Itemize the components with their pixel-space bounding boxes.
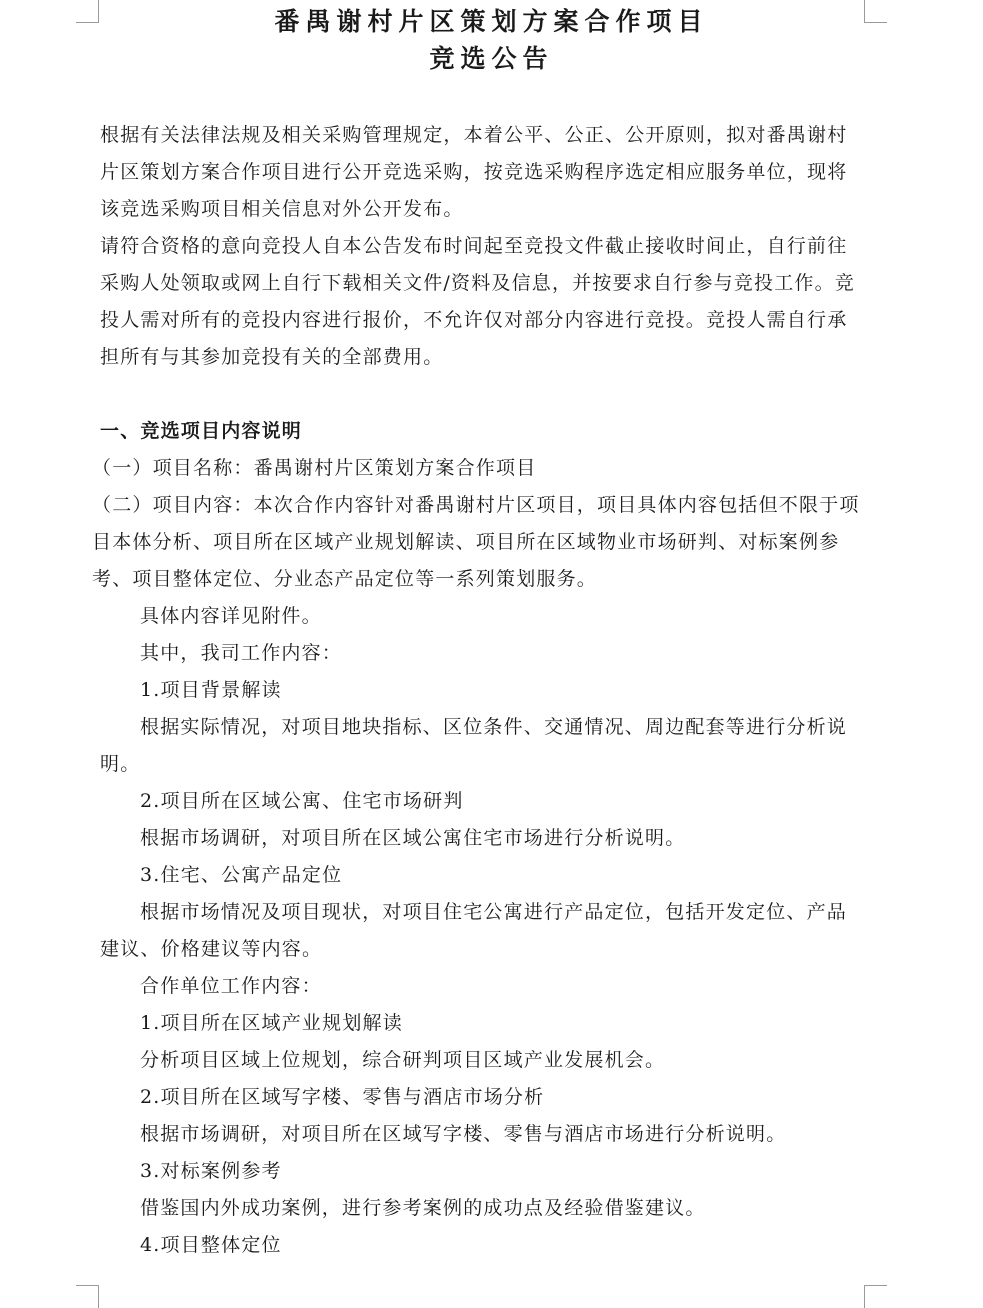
partner-work-label: 合作单位工作内容： <box>140 975 322 997</box>
intro-paragraph-2: 请符合资格的意向竞投人自本公告发布时间起至竞投文件截止接收时间止，自行前往采购人处领取或网上自行下载相关文件/资料及信息，并按要求自行参与竞投工作。竞投人需对所有的竞投内容进行报价，不允许仅对部分内容进行竞投。竞投人需自行承担所有与其参加竞投有关的全部费用。 <box>100 235 856 368</box>
partner-work-item-title: 3.对标案例参考 <box>140 1160 282 1182</box>
document-body <box>92 117 864 1264</box>
document-subtitle: 竞选公告 <box>429 44 554 73</box>
partner-work-item-desc: 分析项目区域上位规划，综合研判项目区域产业发展机会。 <box>140 1049 666 1071</box>
crop-mark-bottom-right <box>864 1285 887 1308</box>
document-title: 番禺谢村片区策划方案合作项目 <box>274 7 709 36</box>
partner-work-item-desc: 借鉴国内外成功案例，进行参考案例的成功点及经验借鉴建议。 <box>140 1197 706 1219</box>
see-attachment-note: 具体内容详见附件。 <box>140 605 322 627</box>
partner-work-item-title: 2.项目所在区域写字楼、零售与酒店市场分析 <box>140 1086 545 1108</box>
paragraph-spacer <box>100 376 864 413</box>
project-content-item: （二）项目内容：本次合作内容针对番禺谢村片区项目，项目具体内容包括但不限于项目本体分析、项目所在区域产业规划解读、项目所在区域物业市场研判、对标案例参考、项目整体定位、分业态产品定位等一系列策划服务。 <box>92 494 860 590</box>
partner-work-item-desc: 根据市场调研，对项目所在区域写字楼、零售与酒店市场进行分析说明。 <box>140 1123 787 1145</box>
crop-mark-bottom-left <box>76 1285 99 1308</box>
project-name-item: （一）项目名称：番禺谢村片区策划方案合作项目 <box>92 457 537 479</box>
our-work-item-title: 3.住宅、公寓产品定位 <box>140 864 343 886</box>
our-work-label: 其中，我司工作内容： <box>140 642 343 664</box>
crop-mark-top-left <box>76 0 99 23</box>
partner-work-item-title: 4.项目整体定位 <box>140 1234 282 1256</box>
our-work-item-desc: 根据市场调研，对项目所在区域公寓住宅市场进行分析说明。 <box>140 827 686 849</box>
our-work-item-title: 2.项目所在区域公寓、住宅市场研判 <box>140 790 464 812</box>
our-work-item-desc: 根据市场情况及项目现状，对项目住宅公寓进行产品定位，包括开发定位、产品建议、价格建议等内容。 <box>100 901 848 960</box>
intro-paragraph-1: 根据有关法律法规及相关采购管理规定，本着公平、公正、公开原则，拟对番禺谢村片区策划方案合作项目进行公开竞选采购，按竞选采购程序选定相应服务单位，现将该竞选采购项目相关信息对外公开发布。 <box>100 124 848 220</box>
partner-work-item-title: 1.项目所在区域产业规划解读 <box>140 1012 403 1034</box>
our-work-item-title: 1.项目背景解读 <box>140 679 282 701</box>
section-heading: 一、竞选项目内容说明 <box>100 420 303 442</box>
our-work-item-desc: 根据实际情况，对项目地块指标、区位条件、交通情况、周边配套等进行分析说明。 <box>100 716 848 775</box>
